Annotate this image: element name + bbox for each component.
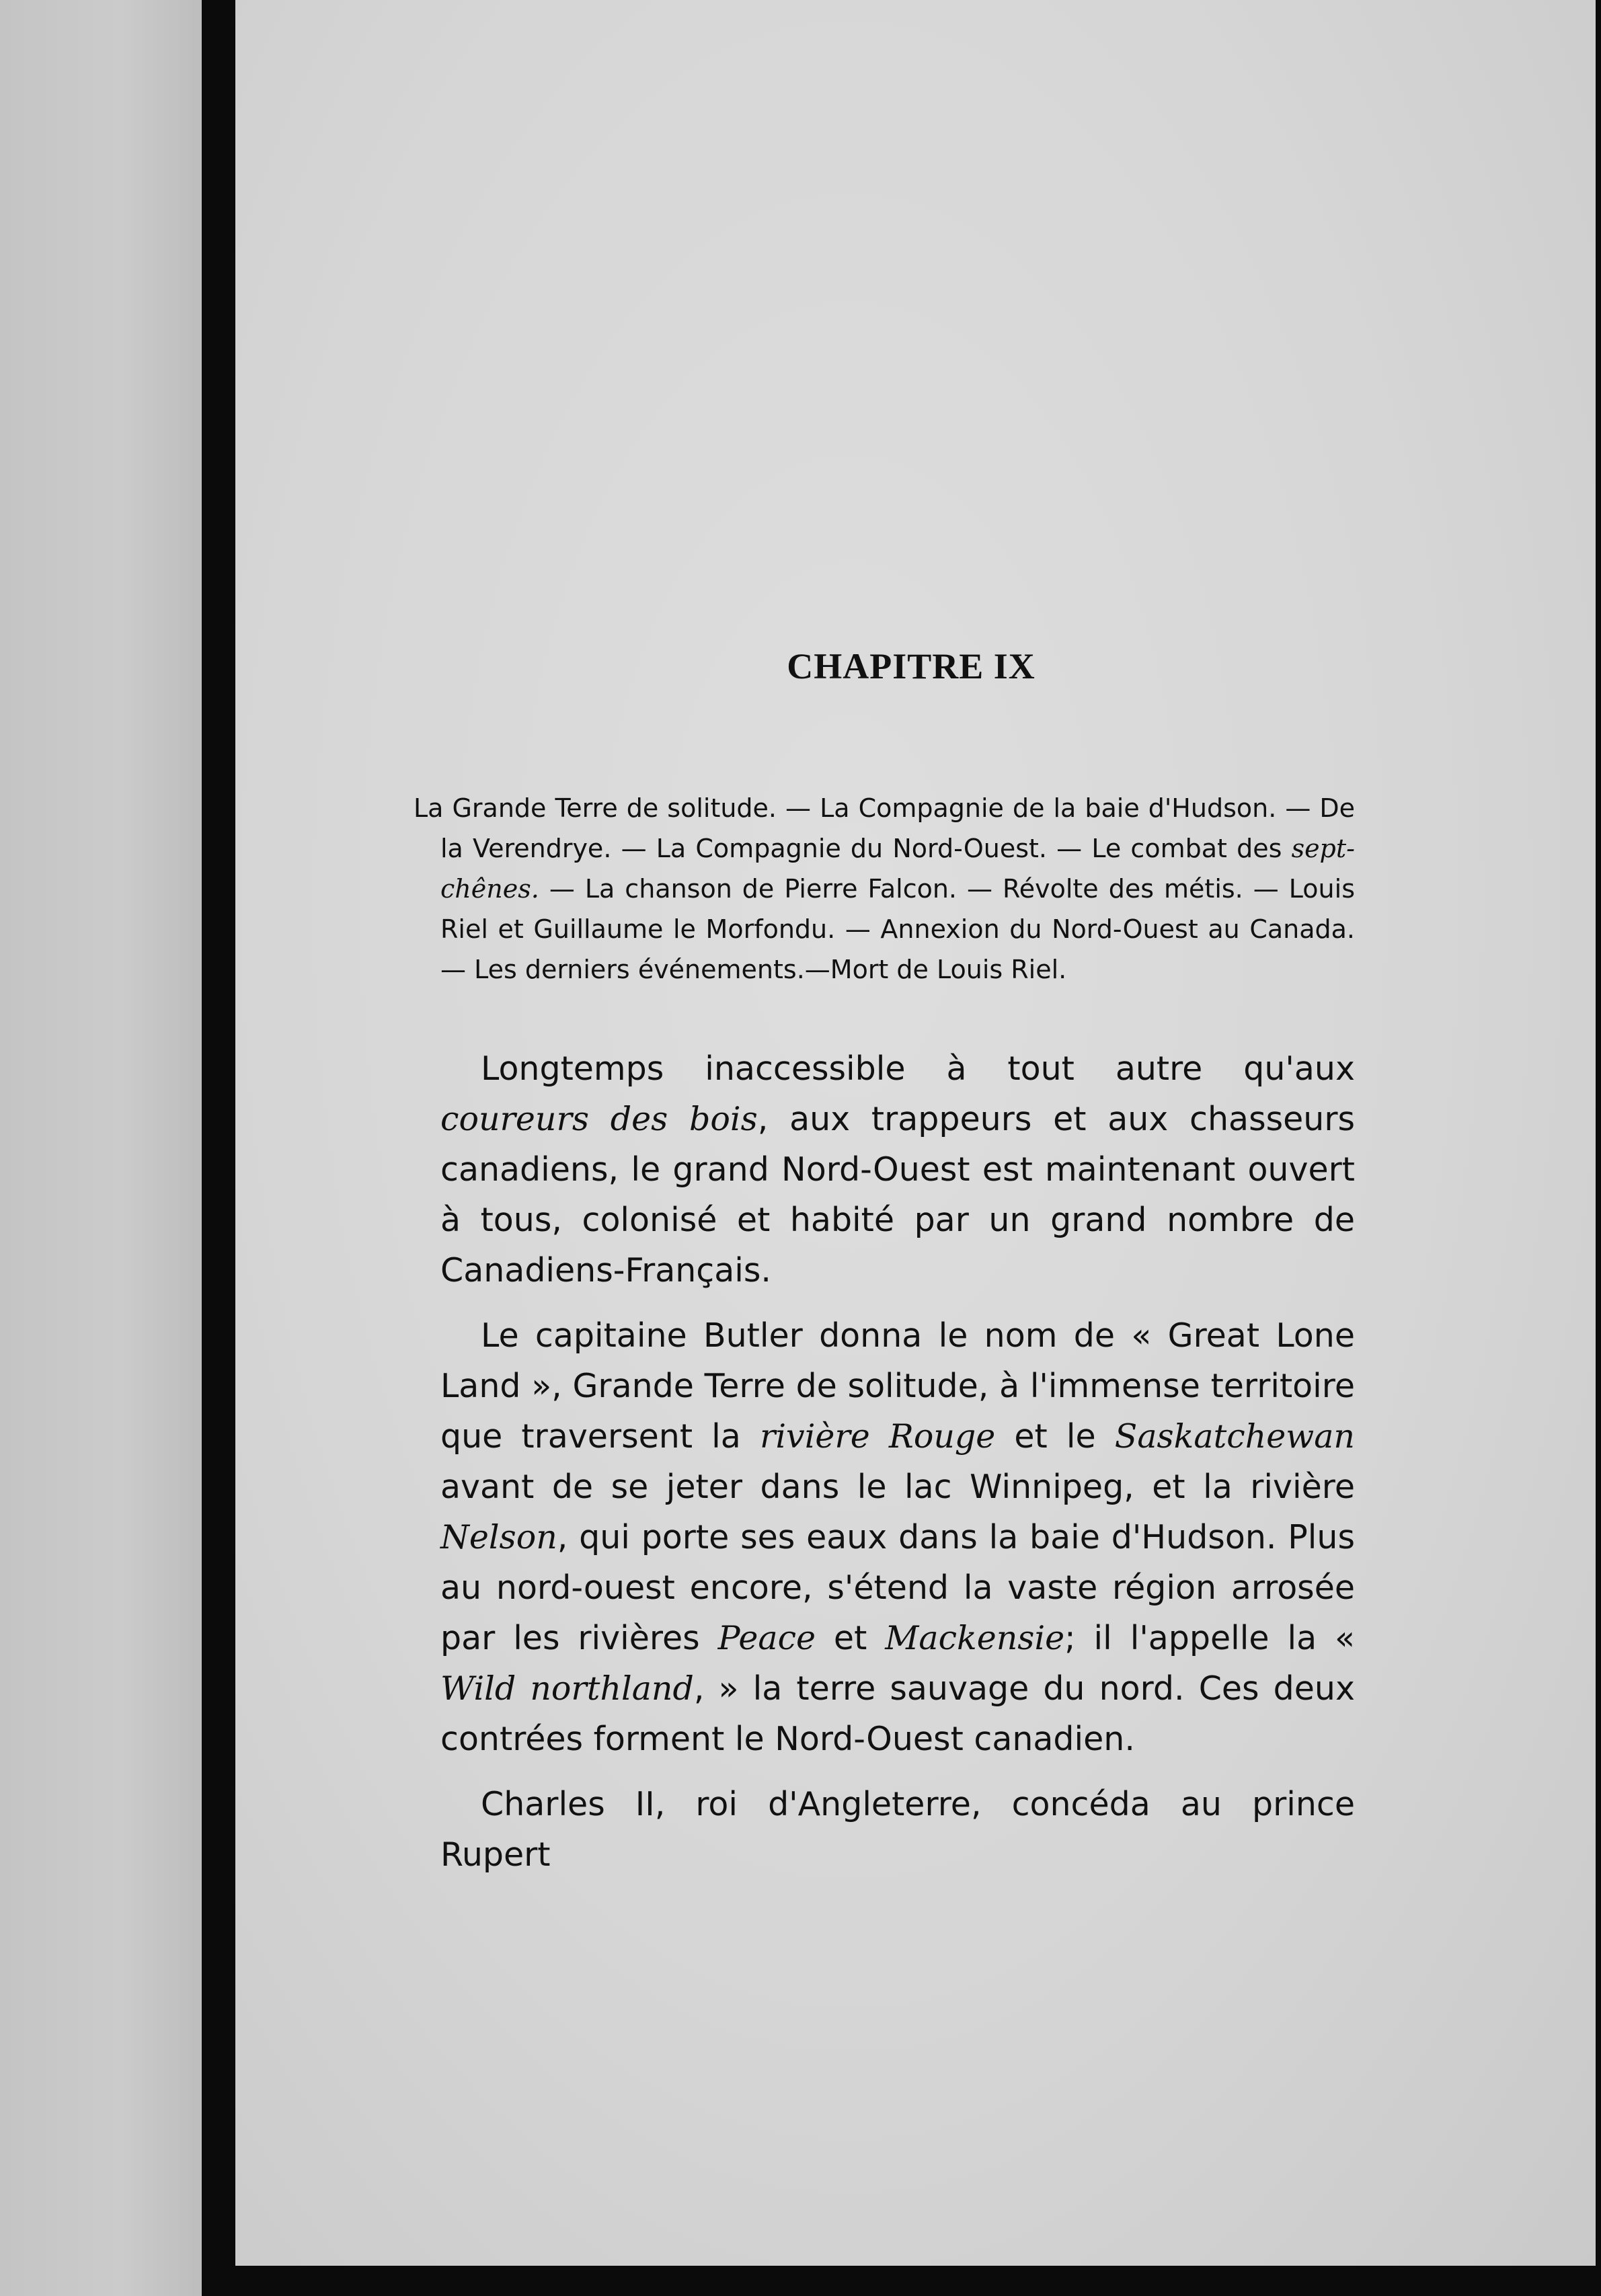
italic-text: sept-chênes. bbox=[440, 834, 1355, 904]
paragraph-3 bbox=[440, 1779, 1355, 1880]
body-text: , » la terre sauvage du nord. Ces deux contrées forment le Nord-Ouest canadien. bbox=[440, 1669, 1355, 1758]
body-text: — La chanson de Pierre Falcon. — Révolte des métis. — Louis Riel et Guillaume le Morfondu. — Annexion du Nord-Ouest au Canada. — Les derniers événements.—Mort de Louis Riel. bbox=[440, 874, 1355, 984]
italic-text: Nelson bbox=[440, 1518, 557, 1556]
body-text: Longtemps inaccessible à tout autre qu'aux bbox=[481, 1050, 1355, 1088]
body-text: Le capitaine Butler donna le nom de « Great Lone Land », Grande Terre de solitude, à l'immense territoire que traversent la bbox=[440, 1316, 1355, 1456]
scan-right-border bbox=[1596, 0, 1601, 2296]
italic-text: Peace bbox=[717, 1619, 816, 1657]
italic-text: Wild northland bbox=[440, 1669, 694, 1708]
body-text: La Grande Terre de solitude. — La Compagnie de la baie d'Hudson. — De la Verendrye. — La Compagnie du Nord-Ouest. — Le combat des bbox=[414, 793, 1355, 863]
body-text: et le bbox=[995, 1417, 1115, 1456]
paragraph-2 bbox=[440, 1310, 1355, 1764]
body-text: avant de se jeter dans le lac Winnipeg, et la rivière bbox=[440, 1468, 1355, 1506]
chapter-summary bbox=[414, 788, 1355, 990]
body-text: Charles II, roi d'Angleterre, concéda au prince Rupert bbox=[440, 1785, 1355, 1874]
chapter-title: CHAPITRE IX bbox=[787, 646, 1036, 686]
body-text: et bbox=[816, 1619, 886, 1657]
italic-text: coureurs des bois bbox=[440, 1100, 758, 1138]
book-gutter bbox=[202, 0, 235, 2296]
page-content bbox=[414, 645, 1355, 1895]
italic-text: rivière Rouge bbox=[759, 1417, 996, 1456]
paragraph-1 bbox=[440, 1043, 1355, 1296]
previous-page-margin bbox=[0, 0, 202, 2296]
body-text: , aux trappeurs et aux chasseurs canadiens, le grand Nord-Ouest est maintenant ouvert à tous, colonisé et habité par un grand nombre de Canadiens-Français. bbox=[440, 1100, 1355, 1290]
italic-text: Saskatchewan bbox=[1114, 1417, 1355, 1456]
scan-bottom-border bbox=[202, 2266, 1601, 2296]
body-text: ; il l'appelle la « bbox=[1064, 1619, 1355, 1657]
body-text: , qui porte ses eaux dans la baie d'Hudson. Plus au nord-ouest encore, s'étend la vaste région arrosée par les rivières bbox=[440, 1518, 1355, 1657]
italic-text: Mackensie bbox=[885, 1619, 1065, 1657]
